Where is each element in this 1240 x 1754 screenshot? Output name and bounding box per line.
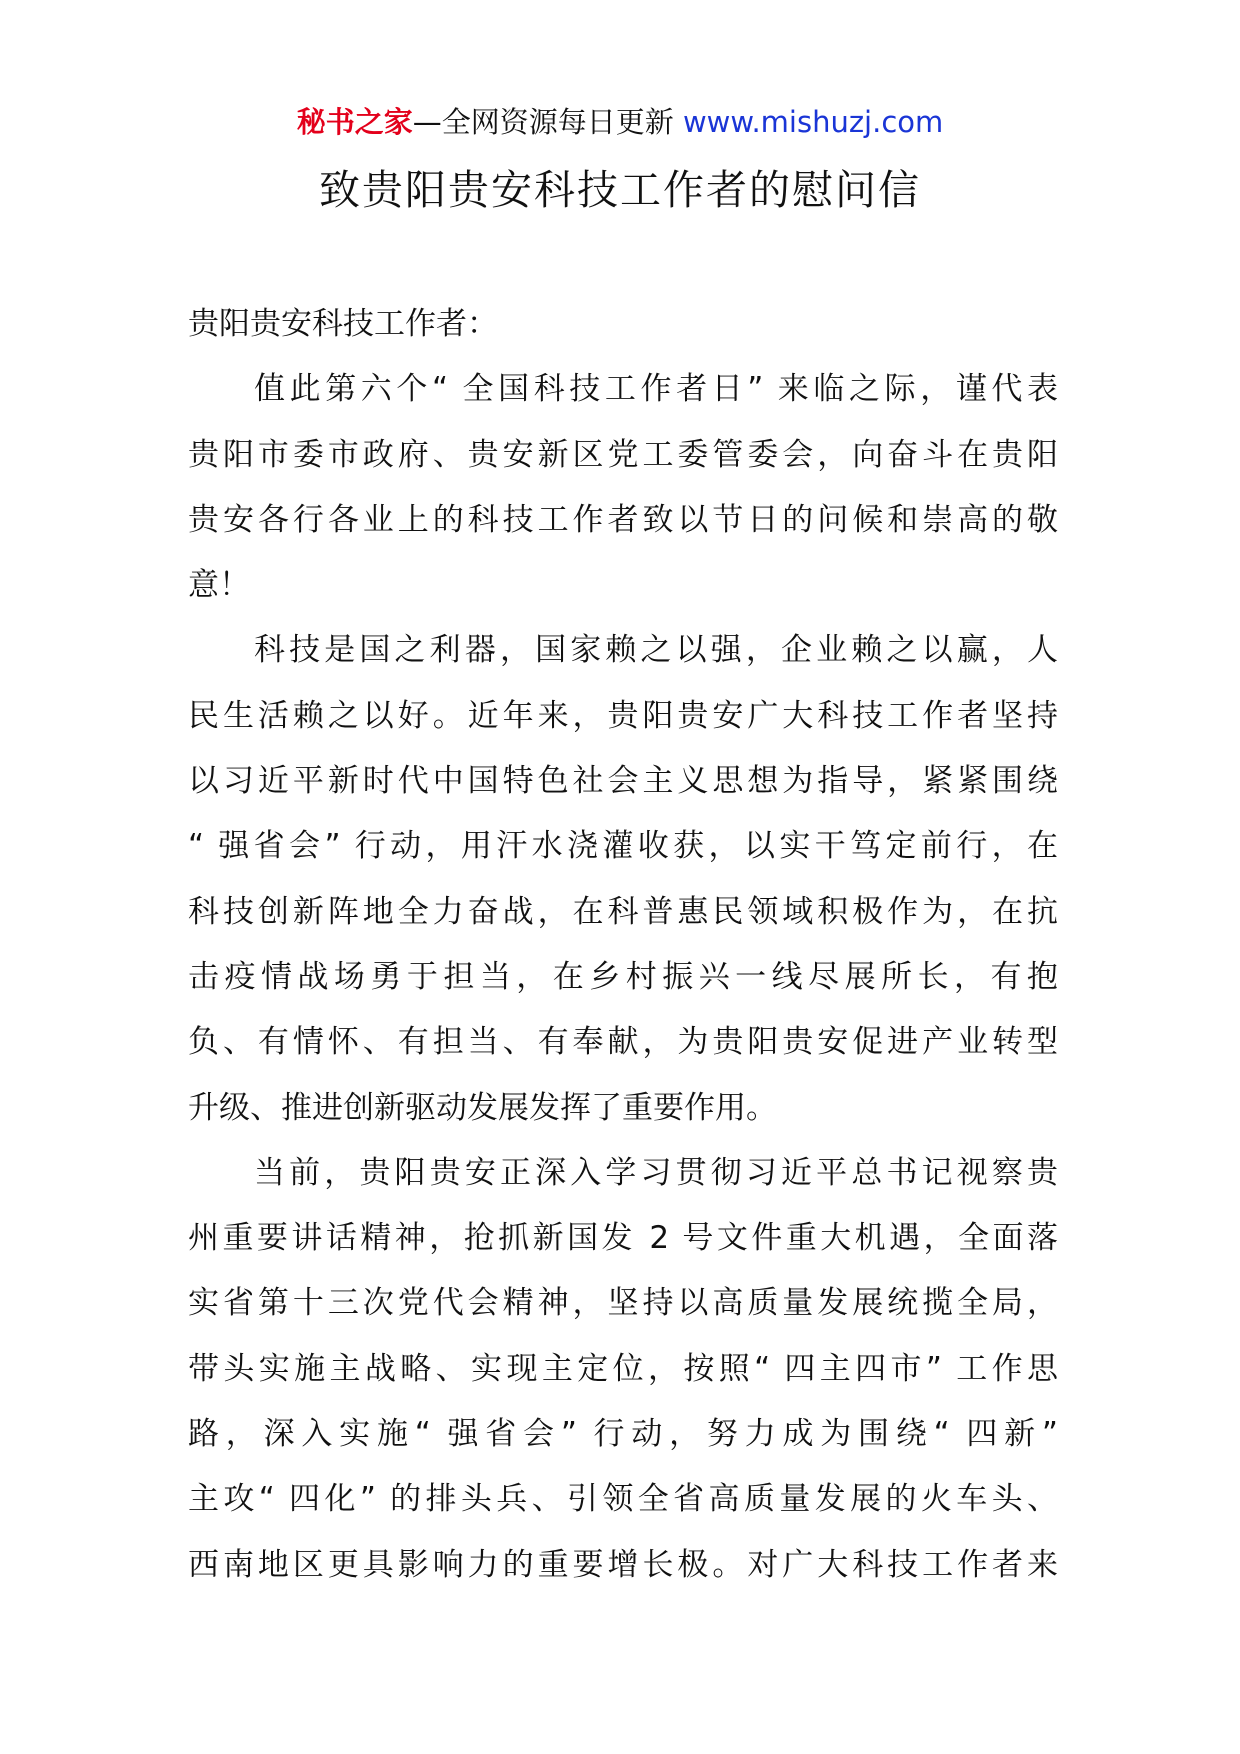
letter-body (188, 292, 1058, 1598)
paragraph-line: 科技是国之利器，国家赖之以强，企业赖之以赢，人 (254, 632, 1058, 669)
paragraph-line: 贵阳市委市政府、贵安新区党工委管委会，向奋斗在贵阳 (188, 436, 1058, 473)
paragraph-line: 当前，贵阳贵安正深入学习贯彻习近平总书记视察贵 (254, 1154, 1058, 1191)
paragraph-line: “ 强省会” 行动，用汗水浇灌收获，以实干笃定前行，在 (188, 828, 1058, 865)
paragraph-2 (188, 618, 1058, 1140)
site-header (0, 100, 1240, 144)
site-brand: 秘书之家 (296, 105, 413, 139)
paragraph-1 (188, 357, 1058, 618)
paragraph-line: 值此第六个“ 全国科技工作者日” 来临之际，谨代表 (254, 371, 1058, 408)
paragraph-line: 贵安各行各业上的科技工作者致以节日的问候和崇高的敬 (188, 501, 1058, 538)
paragraph-line: 路，深入实施“ 强省会” 行动，努力成为围绕“ 四新” (188, 1416, 1058, 1453)
paragraph-line: 科技创新阵地全力奋战，在科普惠民领域积极作为，在抗 (188, 893, 1058, 930)
document-title: 致贵阳贵安科技工作者的慰问信 (319, 166, 921, 214)
paragraph-line: 负、有情怀、有担当、有奉献，为贵阳贵安促进产业转型 (188, 1024, 1058, 1061)
paragraph-line: 西南地区更具影响力的重要增长极。对广大科技工作者来 (188, 1546, 1058, 1583)
paragraph-line: 升级、推进创新驱动发展发挥了重要作用。 (188, 1089, 777, 1126)
salutation: 贵阳贵安科技工作者： (188, 306, 498, 342)
paragraph-line: 主攻“ 四化” 的排头兵、引领全省高质量发展的火车头、 (188, 1481, 1058, 1518)
paragraph-line: 州重要讲话精神，抢抓新国发 2 号文件重大机遇，全面落 (188, 1220, 1058, 1257)
paragraph-line: 带头实施主战略、实现主定位，按照“ 四主四市” 工作思 (188, 1350, 1058, 1387)
paragraph-line: 击疫情战场勇于担当，在乡村振兴一线尽展所长，有抱 (188, 958, 1058, 995)
site-tagline: —全网资源每日更新 (412, 105, 683, 139)
paragraph-line: 意！ (188, 567, 250, 604)
paragraph-3 (188, 1141, 1058, 1598)
paragraph-line: 以习近平新时代中国特色社会主义思想为指导，紧紧围绕 (188, 763, 1058, 800)
paragraph-line: 实省第十三次党代会精神，坚持以高质量发展统揽全局， (188, 1285, 1058, 1322)
paragraph-line: 民生活赖之以好。近年来，贵阳贵安广大科技工作者坚持 (188, 697, 1058, 734)
site-url-link[interactable]: www.mishuzj.com (682, 105, 944, 139)
